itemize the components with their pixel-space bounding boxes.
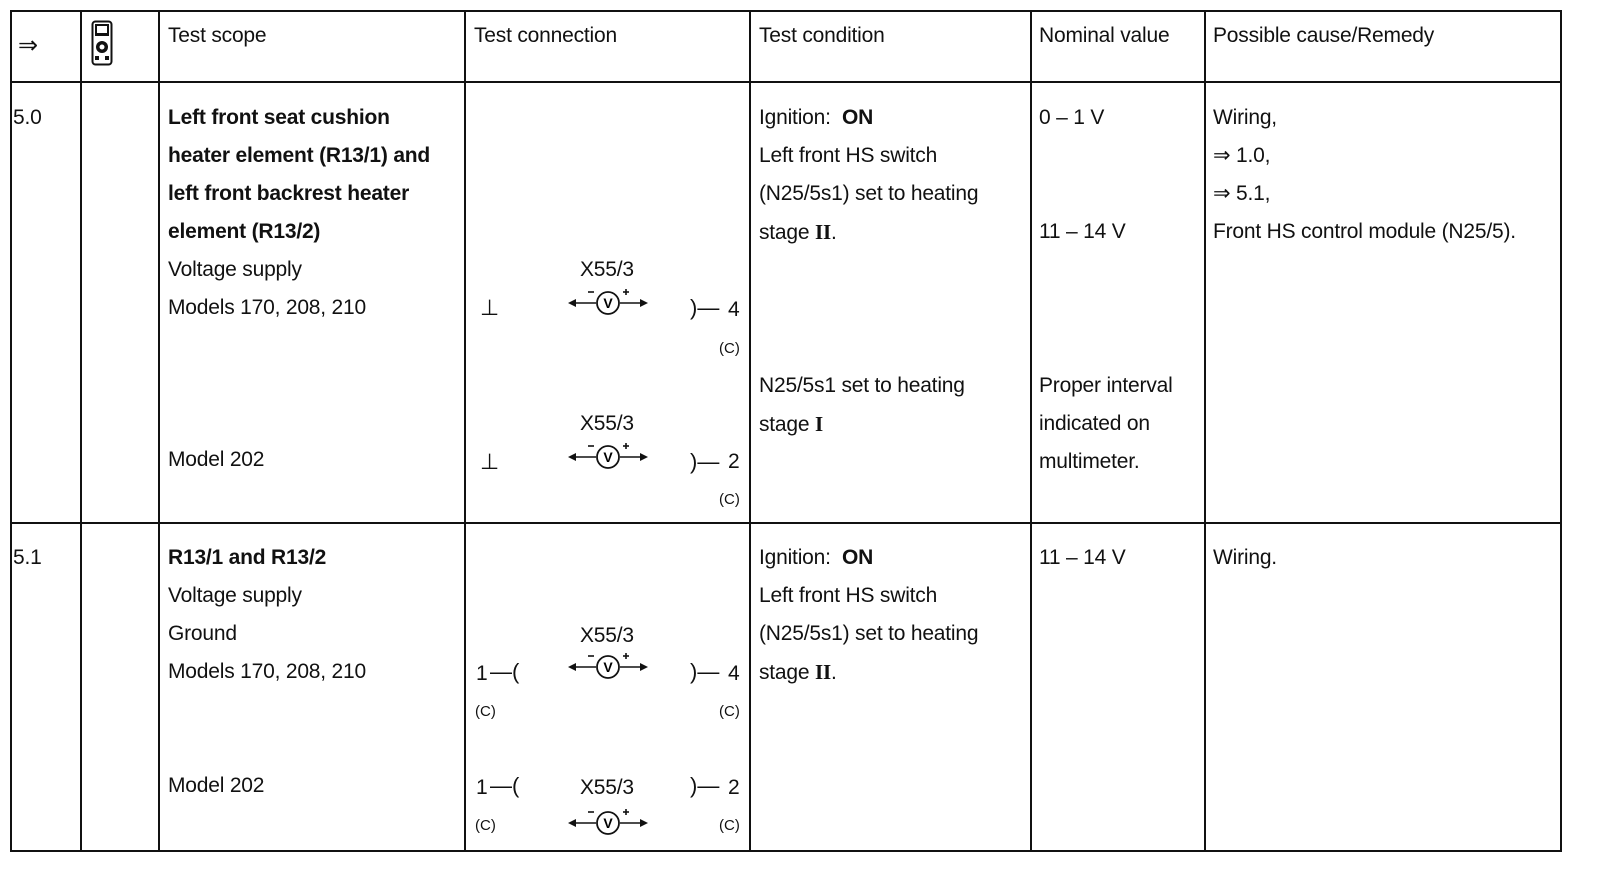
cause-line: Wiring, [1213,106,1277,129]
step-number: 5.1 [13,546,42,569]
svg-text:V: V [603,295,613,311]
scope-title-line: element (R13/2) [168,220,321,243]
svg-text:V: V [603,449,613,465]
heating-stage-roman: II [815,220,831,244]
col-line-3 [464,10,466,852]
ground-symbol: ⊥ [480,449,500,474]
scope-title-line: Left front seat cushion [168,106,390,129]
pin-number: 1 [476,662,488,685]
voltmeter-icon [566,286,650,316]
scope-line: Models 170, 208, 210 [168,660,366,683]
header-test-condition: Test condition [759,24,885,47]
col-line-2 [158,10,160,852]
heating-stage-roman: I [815,412,823,436]
condition-line: Left front HS switch [759,144,938,167]
multimeter-tester-icon [91,20,113,66]
ignition-state: ON [842,546,874,569]
scope-line: Models 170, 208, 210 [168,296,366,319]
cause-line: Front HS control module (N25/5). [1213,220,1516,243]
ground-symbol: ⊥ [480,295,500,320]
scope-model: Model 202 [168,448,265,471]
nominal-value: multimeter. [1039,450,1140,473]
connector-socket-symbol: )— [690,659,720,684]
pin-number: 1 [476,776,488,799]
table-border-top [10,10,1562,12]
nominal-value: 11 – 14 V [1039,220,1126,243]
svg-text:V: V [603,815,613,831]
connector-label: X55/3 [580,776,634,799]
col-line-4 [749,10,751,852]
pin-connector-code: (C) [475,817,496,834]
col-line-5 [1030,10,1032,852]
connector-socket-symbol: )— [690,449,720,474]
scope-line: Voltage supply [168,258,302,281]
pin-connector-code: (C) [475,703,496,720]
heating-stage-roman: II [815,660,831,684]
condition-line: Left front HS switch [759,584,938,607]
condition-line: Ignition: ON [759,106,874,129]
pin-connector-code: (C) [719,340,740,357]
connector-plug-symbol: —( [490,659,520,684]
nominal-value: 11 – 14 V [1039,546,1126,569]
condition-line: (N25/5s1) set to heating [759,182,979,205]
connector-label: X55/3 [580,624,634,647]
scope-line: Ground [168,622,237,645]
col-line-left [10,10,12,852]
nominal-value: Proper interval [1039,374,1173,397]
table-header-divider [10,81,1562,83]
header-test-scope: Test scope [168,24,267,47]
pin-connector-code: (C) [719,703,740,720]
svg-text:V: V [603,659,613,675]
col-line-right [1560,10,1562,852]
ignition-state: ON [842,106,874,129]
condition-line: (N25/5s1) set to heating [759,622,979,645]
pin-number: 2 [728,776,740,799]
row-divider [10,522,1562,524]
header-nominal-value: Nominal value [1039,24,1170,47]
header-arrow: ⇒ [18,32,38,59]
col-line-1 [80,10,82,852]
condition-line: Ignition: ON [759,546,874,569]
col-line-6 [1204,10,1206,852]
scope-title-line: R13/1 and R13/2 [168,546,327,569]
header-test-connection: Test connection [474,24,617,47]
cause-link[interactable]: ⇒ 1.0, [1213,144,1271,167]
condition-line: stage I [759,412,823,436]
cause-link[interactable]: ⇒ 5.1, [1213,182,1271,205]
connector-label: X55/3 [580,412,634,435]
table-border-bottom [10,850,1562,852]
step-number: 5.0 [13,106,42,129]
scope-model: Model 202 [168,774,265,797]
pin-number: 2 [728,450,740,473]
connector-socket-symbol: )— [690,773,720,798]
condition-line: stage II. [759,220,837,244]
connector-plug-symbol: —( [490,773,520,798]
scope-title-line: heater element (R13/1) and [168,144,431,167]
scope-title-line: left front backrest heater [168,182,410,205]
nominal-value: 0 – 1 V [1039,106,1105,129]
pin-connector-code: (C) [719,817,740,834]
nominal-value: indicated on [1039,412,1150,435]
voltmeter-icon [566,806,650,836]
cause-line: Wiring. [1213,546,1277,569]
voltmeter-icon [566,440,650,470]
connector-socket-symbol: )— [690,295,720,320]
connector-label: X55/3 [580,258,634,281]
pin-connector-code: (C) [719,491,740,508]
pin-number: 4 [728,298,740,321]
condition-line: stage II. [759,660,837,684]
scope-line: Voltage supply [168,584,302,607]
voltmeter-icon [566,650,650,680]
pin-number: 4 [728,662,740,685]
header-possible-cause: Possible cause/Remedy [1213,24,1435,47]
condition-line: N25/5s1 set to heating [759,374,965,397]
